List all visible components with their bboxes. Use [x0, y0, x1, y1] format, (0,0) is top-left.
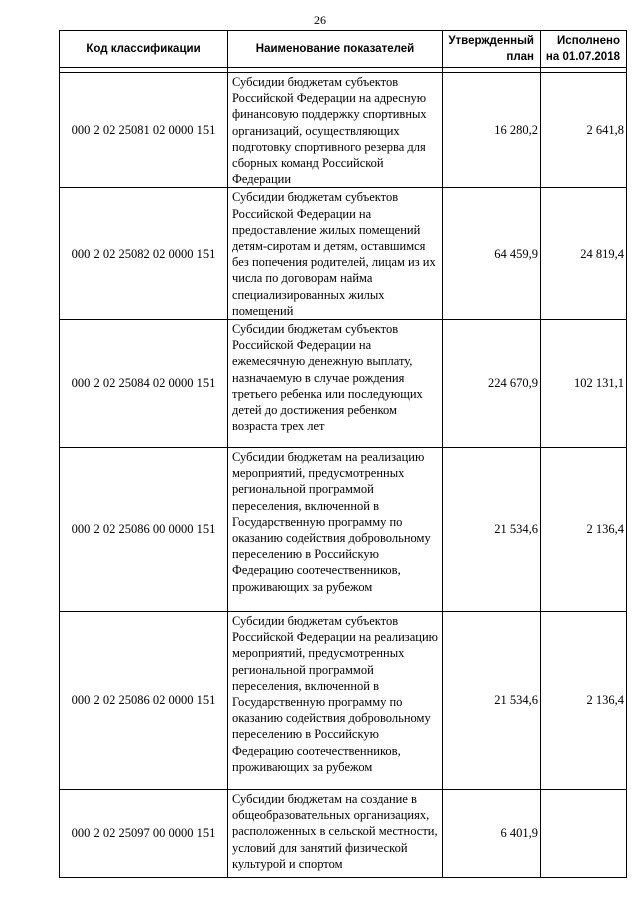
table-row: [60, 73, 627, 188]
cell-name: Субсидии бюджетам субъектов Российской Федерации на ежемесячную денежную выплату, назначаемую в случае рождения третьего ребенка или последующих детей до достижения ребенком возраста трех лет: [228, 320, 443, 448]
cell-plan: 21 534,6: [443, 612, 541, 790]
cell-name: Субсидии бюджетам на создание в общеобразовательных организациях, расположенных в сельской местности, условий для занятий физической культурой и спортом: [228, 790, 443, 878]
cell-plan: 224 670,9: [443, 320, 541, 448]
cell-plan: 21 534,6: [443, 448, 541, 612]
cell-plan: 6 401,9: [443, 790, 541, 878]
table-row: [60, 448, 627, 612]
cell-done: 2 641,8: [541, 73, 627, 188]
cell-name: Субсидии бюджетам субъектов Российской Федерации на реализацию мероприятий, предусмотренных региональной программой переселения, включенной в Государственную программу по оказанию содействия добровольному переселению в Российскую Федерацию соотечественников, проживающих за рубежом: [228, 612, 443, 790]
cell-plan: 16 280,2: [443, 73, 541, 188]
table-row: [60, 790, 627, 878]
cell-code: 000 2 02 25086 00 0000 151: [60, 448, 228, 612]
cell-done: 24 819,4: [541, 188, 627, 320]
cell-done: [541, 790, 627, 878]
budget-table: [59, 30, 627, 878]
table-row: [60, 320, 627, 448]
page-number: 26: [314, 13, 326, 27]
cell-name: Субсидии бюджетам субъектов Российской Федерации на адресную финансовую поддержку спортивных организаций, осуществляющих подготовку спортивного резерва для сборных команд Российской Федерации: [228, 73, 443, 188]
table-row: [60, 612, 627, 790]
cell-code: 000 2 02 25081 02 0000 151: [60, 73, 228, 188]
table-header-row: [60, 31, 627, 68]
cell-code: 000 2 02 25086 02 0000 151: [60, 612, 228, 790]
cell-name: Субсидии бюджетам субъектов Российской Федерации на предоставление жилых помещений детям-сиротам и детям, оставшимся без попечения родителей, лицам из их числа по договорам найма специализированных жилых помещений: [228, 188, 443, 320]
cell-name: Субсидии бюджетам на реализацию мероприятий, предусмотренных региональной программой переселения, включенной в Государственную программу по оказанию содействия добровольному переселению в Российскую Федерацию соотечественников, проживающих за рубежом: [228, 448, 443, 612]
header-code: Код классификации: [60, 31, 228, 68]
header-done: Исполнено на 01.07.2018: [541, 31, 627, 68]
header-plan: Утвержденный план: [443, 31, 541, 68]
cell-done: 102 131,1: [541, 320, 627, 448]
cell-done: 2 136,4: [541, 612, 627, 790]
table-row: [60, 188, 627, 320]
cell-code: 000 2 02 25097 00 0000 151: [60, 790, 228, 878]
header-name: Наименование показателей: [228, 31, 443, 68]
cell-plan: 64 459,9: [443, 188, 541, 320]
cell-code: 000 2 02 25084 02 0000 151: [60, 320, 228, 448]
cell-code: 000 2 02 25082 02 0000 151: [60, 188, 228, 320]
cell-done: 2 136,4: [541, 448, 627, 612]
